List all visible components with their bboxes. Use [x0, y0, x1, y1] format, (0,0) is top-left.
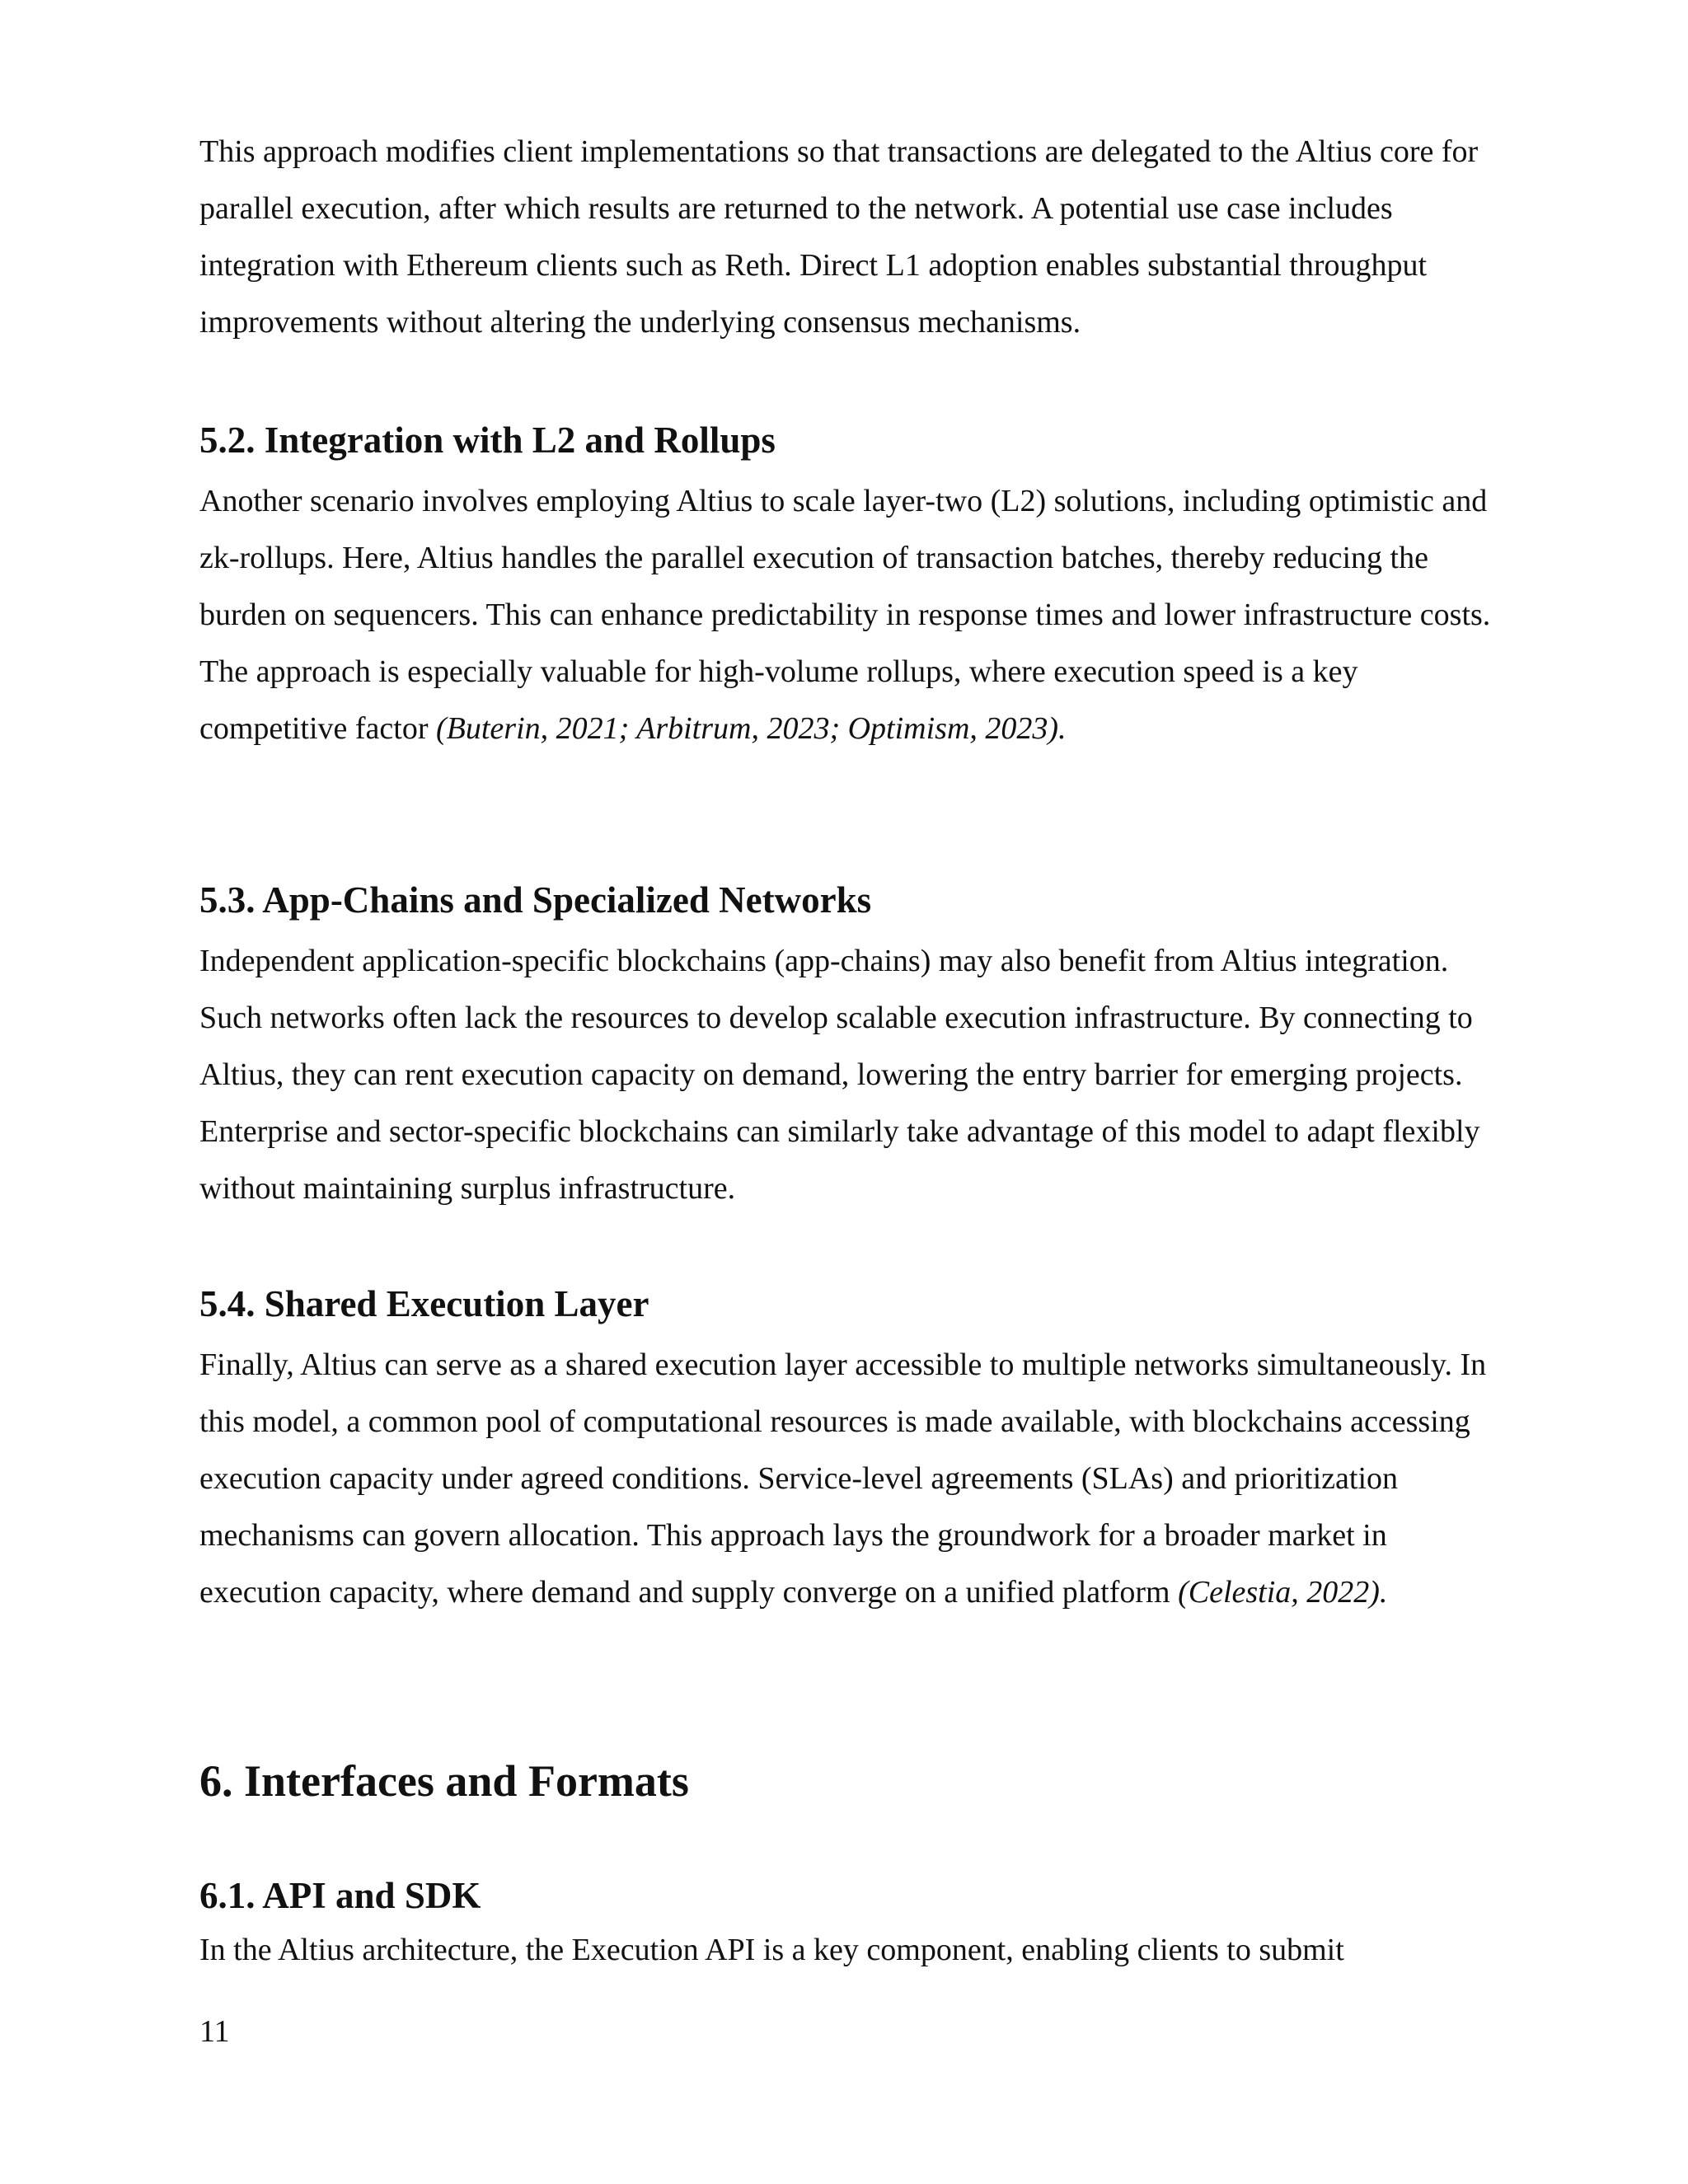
section-5-4-heading: 5.4. Shared Execution Layer [199, 1283, 649, 1324]
section-5-4-paragraph [199, 1337, 1502, 1621]
section-5-2-paragraph [199, 473, 1502, 757]
section-5-3-heading: 5.3. App-Chains and Specialized Networks [199, 879, 872, 921]
section-5-4-text: Finally, Altius can serve as a shared execution layer accessible to multiple networks simultaneously. In this model, a common pool of computational resources is made available, with blockchains accessing execution capacity under agreed conditions. Service-level agreements (SLAs) and prioritization mechanisms can govern allocation. This approach lays the groundwork for a broader market in execution capacity, where demand and supply converge on a unified platform [199, 1347, 1487, 1610]
section-5-3-paragraph: Independent application-specific blockchains (app-chains) may also benefit from Altius integration. Such networks often lack the resources to develop scalable execution infrastructure. By connecting to Altius, they can rent execution capacity on demand, lowering the entry barrier for emerging projects. Enterprise and sector-specific blockchains can similarly take advantage of this model to adapt flexibly without maintaining surplus infrastructure. [199, 944, 1480, 1206]
section-6-heading: 6. Interfaces and Formats [199, 1756, 689, 1806]
section-6-1-paragraph: In the Altius architecture, the Execution API is a key component, enabling clients to submit [199, 1933, 1344, 1967]
section-5-4-citation: (Celestia, 2022). [1178, 1575, 1388, 1610]
intro-paragraph: This approach modifies client implementations so that transactions are delegated to the Altius core for parallel execution, after which results are returned to the network. A potential use case includes integration with Ethereum clients such as Reth. Direct L1 adoption enables substantial throughput improvements without altering the underlying consensus mechanisms. [199, 134, 1479, 340]
page-number: 11 [199, 2014, 230, 2049]
section-5-2-text: Another scenario involves employing Altius to scale layer-two (L2) solutions, including optimistic and zk-rollups. Here, Altius handles the parallel execution of transaction batches, thereby reducing the burden on sequencers. This can enhance predictability in response times and lower infrastructure costs. The approach is especially valuable for high-volume rollups, where execution speed is a key competitive factor [199, 484, 1491, 746]
section-5-2-heading: 5.2. Integration with L2 and Rollups [199, 419, 776, 461]
section-6-1-heading: 6.1. API and SDK [199, 1875, 481, 1916]
section-5-2-citation: (Buterin, 2021; Arbitrum, 2023; Optimism, 2023). [436, 711, 1067, 746]
